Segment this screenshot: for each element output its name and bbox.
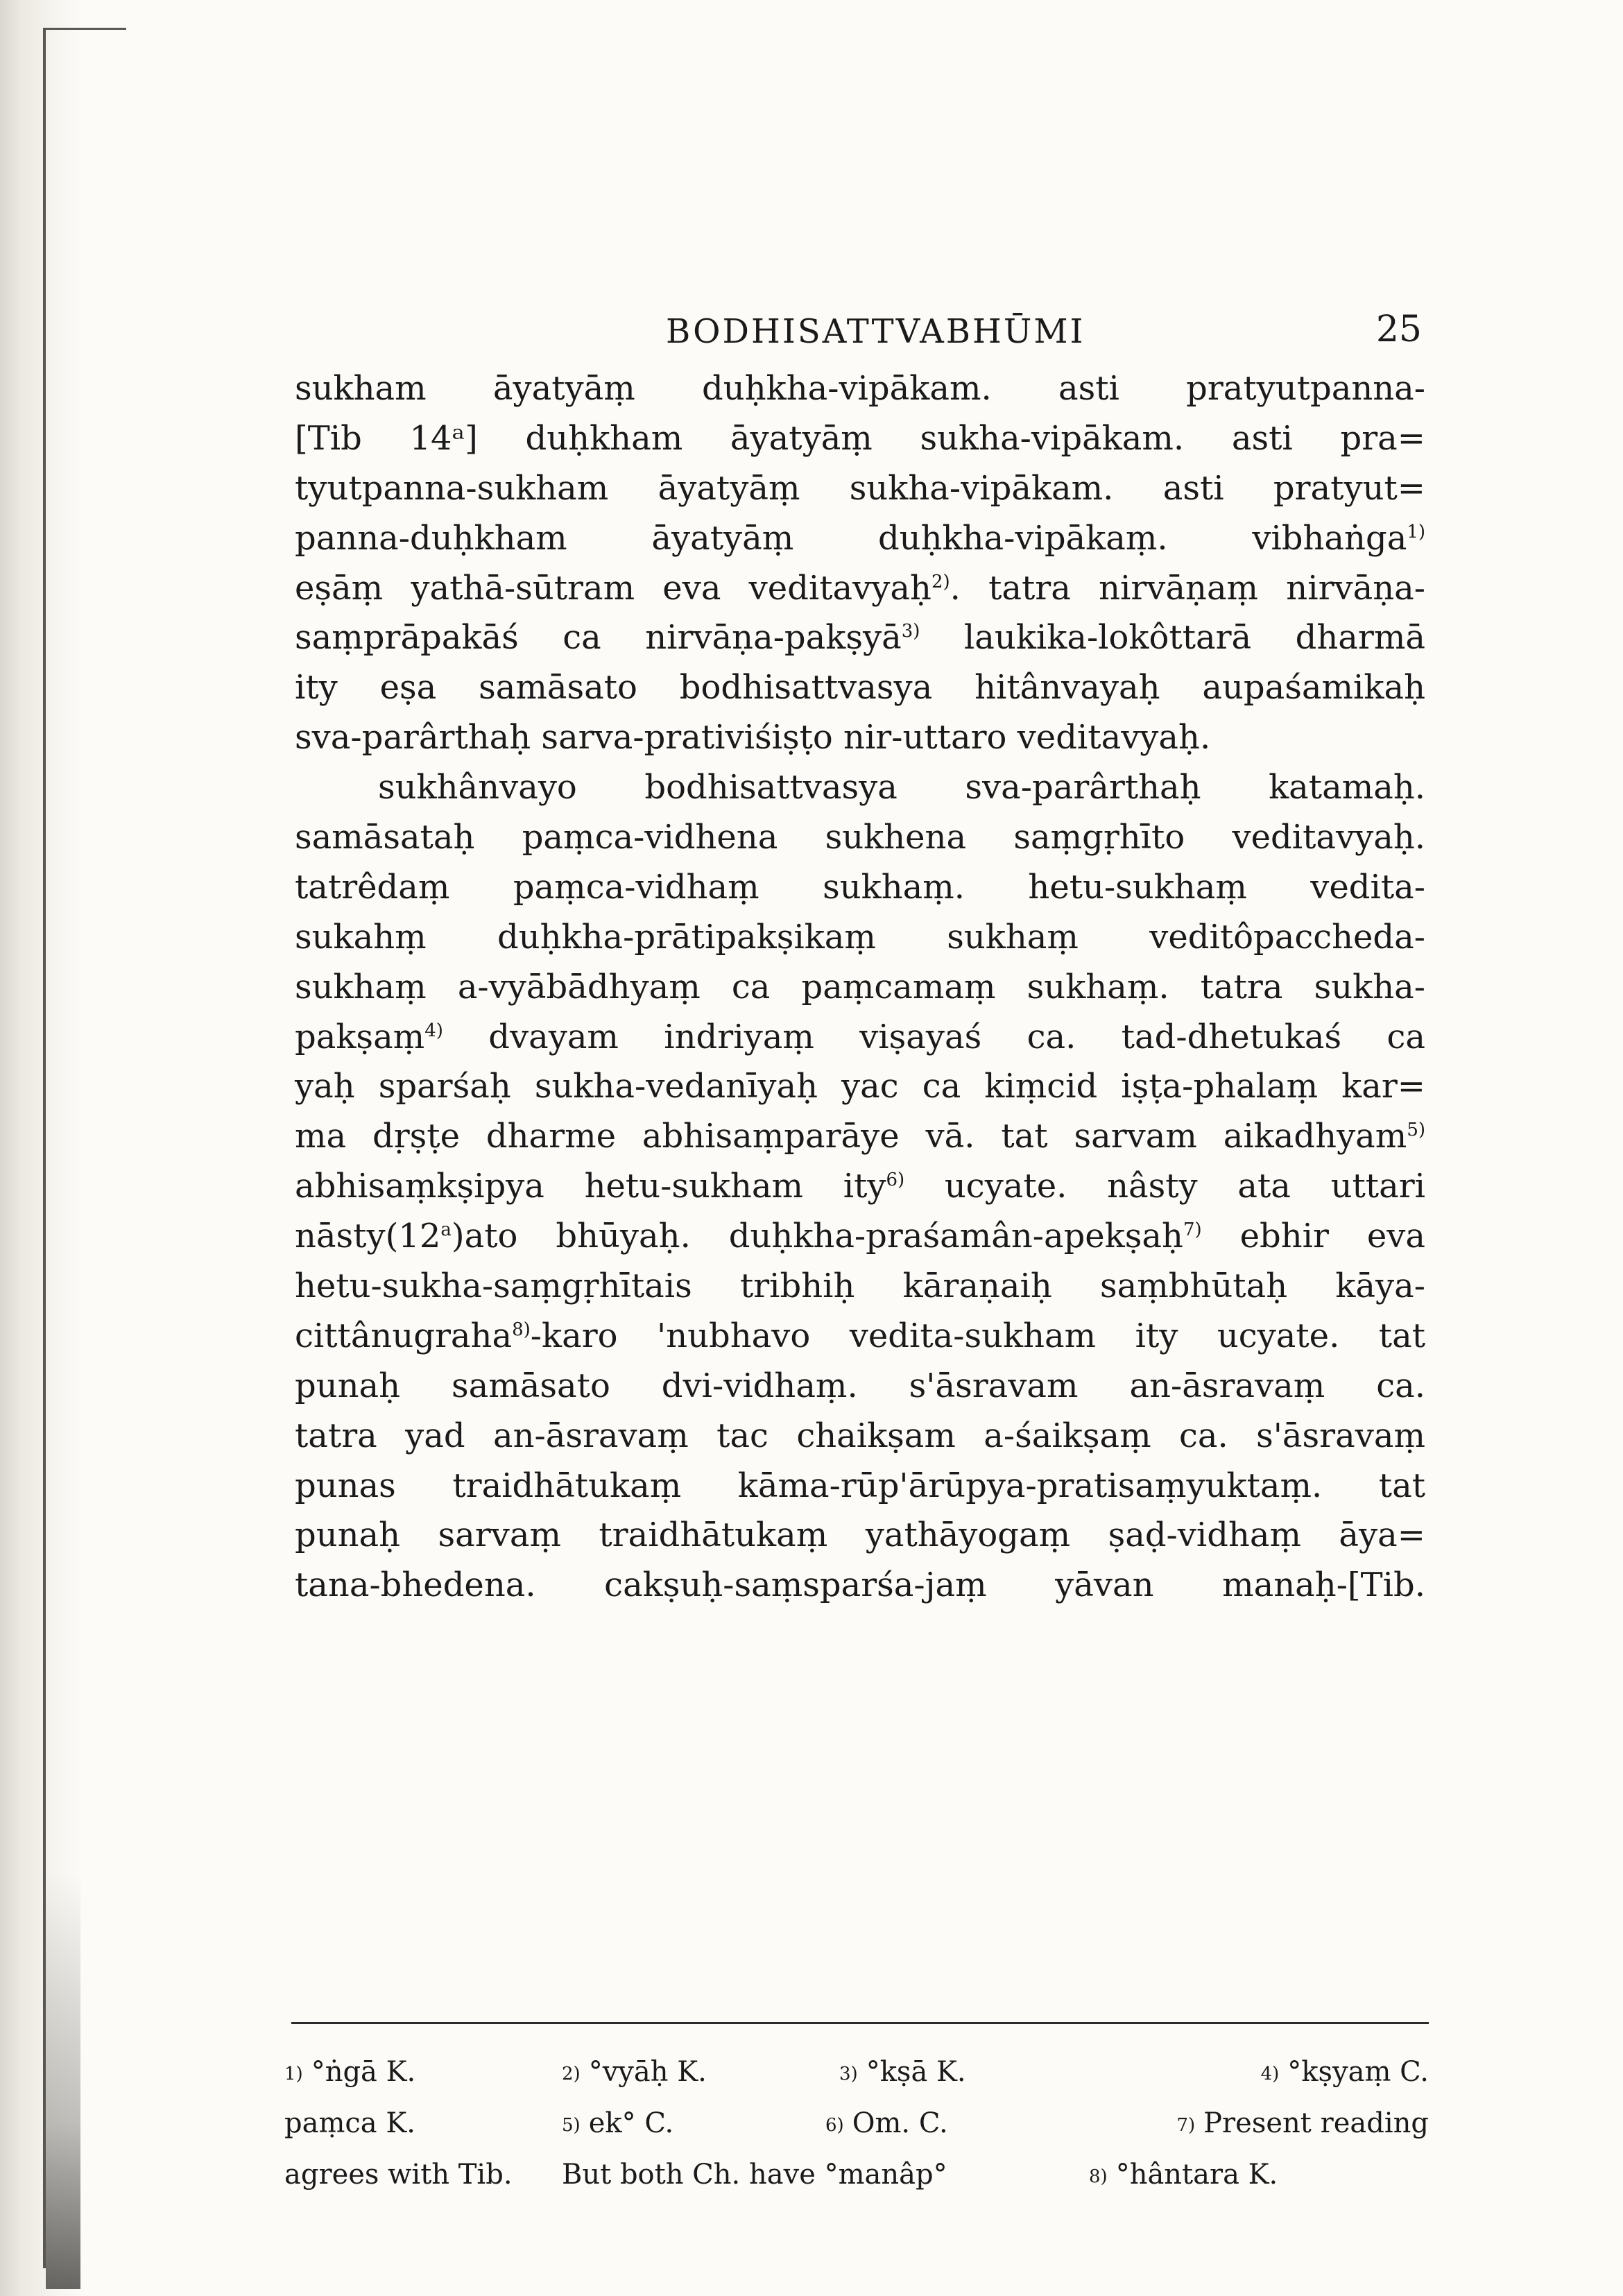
footnote [284,2046,562,2098]
footnote-text: Present reading [1203,2107,1429,2139]
footnote [562,2046,839,2098]
footnote-row [284,2149,1429,2200]
footnote [825,2098,1089,2149]
text-line [295,1162,1425,1212]
footnote-text: Om. C. [852,2107,948,2139]
page-number: 25 [1375,309,1422,350]
text-fragment: panna-duḥkham āyatyāṃ duḥkha-vipākaṃ. vibhaṅga [295,518,1407,558]
footnote-rule [291,2022,1429,2024]
footnote-ref: 1) [1407,521,1425,542]
text-line [295,1212,1425,1262]
text-fragment: . tatra nirvāṇaṃ nirvāṇa- [950,568,1425,608]
binding-top-rule [43,28,126,30]
text-line: punaḥ samāsato dvi-vidhaṃ. s'āsravam an-āsravaṃ ca. [295,1366,1425,1405]
footnote-mark: 5) [562,2115,581,2136]
page-ref-superscript: a [440,1219,452,1241]
text-fragment: saṃprāpakāś ca nirvāṇa-pakṣyā [295,618,902,658]
footnote [562,2098,825,2149]
text-line: tatrêdaṃ paṃca-vidhaṃ sukhaṃ. hetu-sukhaṃ vedita- [295,867,1425,907]
text-fragment: ma dṛṣṭe dharme abhisaṃparāye vā. tat sarvam aikadhyam [295,1117,1407,1156]
footnote-mark: 4) [1260,2064,1280,2084]
footnotes [284,2046,1429,2200]
footnote [1089,2149,1429,2200]
text-fragment: abhisaṃkṣipya hetu-sukham ity [295,1167,886,1206]
text-line: sukhaṃ a-vyābādhyaṃ ca paṃcamaṃ sukhaṃ. tatra sukha- [295,967,1425,1006]
text-fragment: dvayam indriyaṃ viṣayaś ca. tad-dhetukaś ca [443,1017,1425,1056]
text-line: ity eṣa samāsato bodhisattvasya hitânvayaḥ aupaśamikaḥ [295,668,1425,708]
text-line [295,564,1425,614]
footnote-row [284,2098,1429,2149]
footnote-text: °ṅgā K. [311,2056,416,2088]
text-line: tana-bhedena. cakṣuḥ-saṃsparśa-jaṃ yāvan manaḥ-[Tib. [295,1566,1425,1605]
footnote-text: But both Ch. have °manâp° [562,2159,947,2191]
footnote [284,2098,562,2149]
footnote [284,2149,562,2200]
main-text [295,364,1425,1611]
footnote-ref: 8) [512,1319,531,1340]
text-line: punas traidhātukaṃ kāma-rūp'ārūpya-pratisaṃyuktaṃ. tat [295,1466,1425,1505]
running-title: BODHISATTVABHŪMI [666,312,1085,351]
footnote-mark: 3) [839,2064,858,2084]
text-line: hetu-sukha-saṃgṛhītais tribhiḥ kāraṇaiḥ saṃbhūtaḥ kāya- [295,1267,1425,1306]
text-line: sukham āyatyāṃ duḥkha-vipākam. asti pratyutpanna- [295,369,1425,408]
footnote-text: ek° C. [588,2107,674,2139]
footnote-mark: 2) [562,2064,581,2084]
footnote-mark: 6) [825,2115,844,2136]
footnote [562,2149,1089,2200]
footnote-row [284,2046,1429,2098]
text-line: yaḥ sparśaḥ sukha-vedanīyaḥ yac ca kiṃcid iṣṭa-phalaṃ kar= [295,1067,1425,1106]
footnote-ref: 4) [424,1020,443,1041]
text-line: sukhânvayo bodhisattvasya sva-parârthaḥ katamaḥ. [378,768,1425,807]
footnote-ref: 3) [901,621,920,642]
footnote [1089,2098,1429,2149]
text-line: tatra yad an-āsravaṃ tac chaikṣam a-śaikṣaṃ ca. s'āsravaṃ [295,1416,1425,1455]
text-line: punaḥ sarvaṃ traidhātukaṃ yathāyogaṃ ṣaḍ-vidhaṃ āya= [295,1516,1425,1555]
footnote [839,2046,1117,2098]
text-line: sukahṃ duḥkha-prātipakṣikaṃ sukhaṃ veditôpaccheda- [295,917,1425,957]
footnote-ref: 7) [1183,1219,1202,1241]
text-line [295,1112,1425,1162]
footnote-text: agrees with Tib. [284,2159,513,2191]
text-fragment: pakṣaṃ [295,1017,425,1056]
footnote-ref: 5) [1407,1120,1425,1141]
text-fragment: laukika-lokôttarā dharmā [920,618,1425,658]
text-fragment: ucyate. nâsty ata uttari [904,1167,1425,1206]
footnote-ref: 6) [886,1170,905,1191]
text-fragment: )ato bhūyaḥ. duḥkha-praśamân-apekṣaḥ [451,1217,1183,1256]
text-fragment: nāsty(12 [295,1217,441,1256]
text-line: [Tib 14ᵃ] duḥkham āyatyāṃ sukha-vipākam. asti pra= [295,418,1425,458]
footnote-mark: 1) [284,2064,303,2084]
footnote-text: °kṣyaṃ C. [1287,2056,1429,2088]
text-fragment: -karo 'nubhavo vedita-sukham ity ucyate. tat [530,1316,1425,1355]
text-line: sva-parârthaḥ sarva-prativiśiṣṭo nir-uttaro veditavyaḥ. [295,718,1211,757]
footnote-text: °hântara K. [1115,2159,1278,2191]
footnote-ref: 2) [931,571,950,592]
text-line [295,1013,1425,1063]
text-line [295,613,1425,663]
binding-shadow [46,1873,80,2289]
text-fragment: ebhir eva [1201,1217,1425,1256]
text-line: samāsataḥ paṃca-vidhena sukhena saṃgṛhīto veditavyaḥ. [295,818,1425,857]
footnote-text: paṃca K. [284,2107,415,2139]
text-line [295,514,1425,564]
footnote [1117,2046,1429,2098]
text-line [295,1312,1425,1362]
text-line: tyutpanna-sukham āyatyāṃ sukha-vipākam. asti pratyut= [295,468,1425,508]
text-fragment: eṣāṃ yathā-sūtram eva veditavyaḥ [295,568,931,608]
footnote-text: °kṣā K. [866,2056,966,2088]
footnote-mark: 7) [1176,2115,1196,2136]
footnote-mark: 8) [1089,2166,1108,2187]
footnote-text: °vyāḥ K. [588,2056,707,2088]
text-fragment: cittânugraha [295,1316,513,1355]
